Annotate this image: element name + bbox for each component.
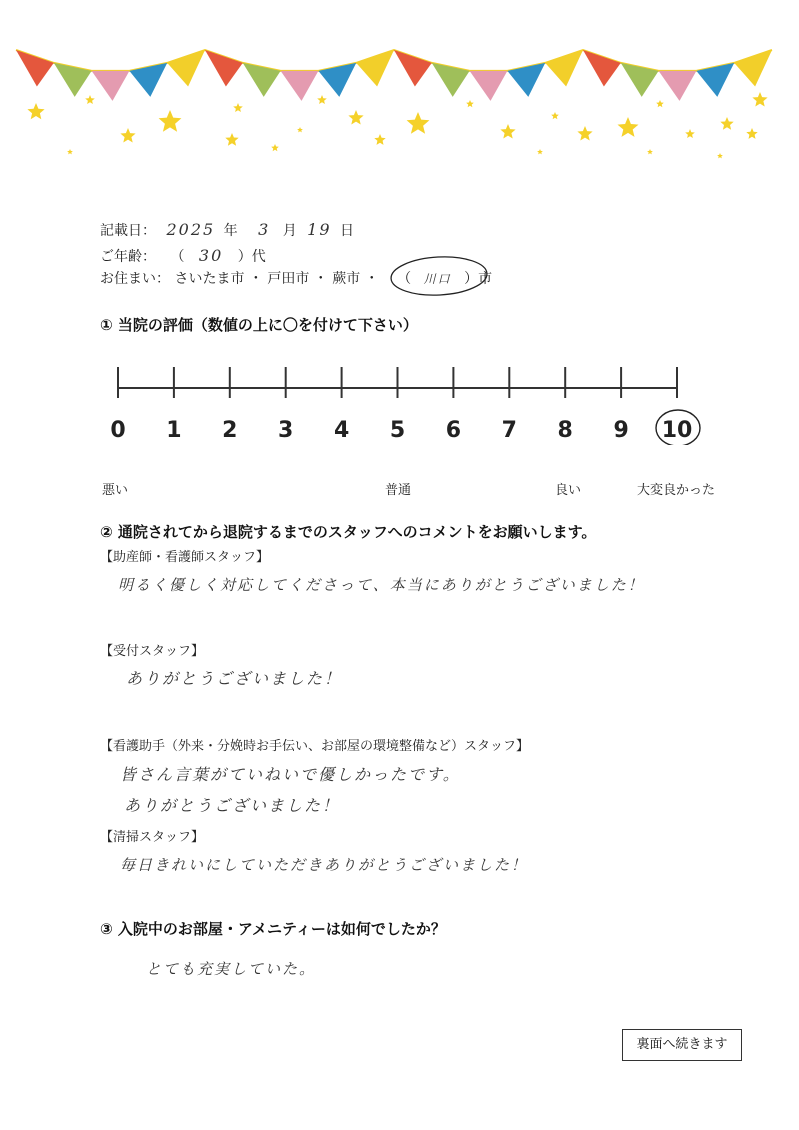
scale-label-good: 良い [555,483,582,498]
reception-staff-header: 【受付スタッフ】 [100,644,205,659]
age-close: ）代 [237,249,266,265]
rating-scale-number[interactable]: 9 [613,418,629,443]
reception-staff-comment: ありがとうございました！ [126,669,343,688]
star-icon [297,127,303,132]
star-icon [537,149,543,154]
residence-open: （ [397,271,412,287]
star-icon [720,117,733,130]
assistant-staff-comment-line1: 皆さん言葉がていねいで優しかったです。 [120,765,461,784]
rating-scale-number[interactable]: 1 [166,418,182,443]
pennant-flag [54,63,92,97]
date-year-unit: 年 [223,223,238,239]
rating-scale-ticks [118,367,677,398]
star-icon [618,117,639,137]
rating-scale-number[interactable]: 0 [110,418,126,443]
scale-label-bad: 悪い [102,483,129,498]
star-icon [500,124,515,139]
date-month-value: 3 [258,220,271,239]
star-icon [656,100,664,107]
midwife-staff-comment: 明るく優しく対応してくださって、本当にありがとうございました！ [118,576,645,594]
star-icon [27,103,44,119]
rating-scale-number[interactable]: 2 [222,418,238,443]
star-icon [159,110,182,132]
pennant-flag [470,71,508,101]
date-month-unit: 月 [282,223,297,239]
star-icon [551,112,559,119]
star-icon [466,100,474,107]
pennant-garland [16,50,772,101]
star-icon [374,134,385,145]
pennant-flag [318,63,356,97]
star-icon [225,133,238,146]
star-icon [577,126,592,141]
pennant-flag [129,63,167,97]
rating-scale-number[interactable]: 3 [278,418,294,443]
bunting-banner [0,0,799,170]
star-icon [67,149,73,154]
residence-options: さいたま市 ・ 戸田市 ・ 蕨市 ・ [174,271,379,287]
date-year-value: 2025 [166,220,216,239]
residence-close: ）市 [464,271,493,287]
section1-title: ① 当院の評価（数値の上に〇を付けて下さい） [100,316,418,334]
date-field [100,220,354,240]
residence-circle-mark [386,252,492,300]
rating-scale-number[interactable]: 10 [661,418,693,443]
pennant-flag [92,71,130,101]
scale-label-normal: 普通 [385,483,412,498]
section3-title: ③ 入院中のお部屋・アメニティーは如何でしたか？ [100,920,446,938]
star-icon [271,144,279,151]
pennant-flag [432,63,470,97]
residence-value: 川口 [423,272,452,286]
star-icon [685,129,695,138]
star-icon [317,95,327,104]
assistant-staff-header: 【看護助手（外来・分娩時お手伝い、お部屋の環境整備など）スタッフ】 [100,739,530,754]
star-icon [85,95,95,104]
age-label: ご年齢： [100,249,156,265]
cleaning-staff-comment: 毎日きれいにしていただきありがとうございました！ [120,856,529,874]
date-label: 記載日： [100,223,156,239]
star-decorations [27,92,767,158]
residence-label: お住まい： [100,271,170,287]
pennant-flag [507,63,545,97]
cleaning-staff-header: 【清掃スタッフ】 [100,830,205,845]
age-value: 30 [198,246,224,265]
date-day-unit: 日 [339,223,354,239]
star-icon [752,92,767,107]
rating-scale-number[interactable]: 4 [333,418,350,443]
star-icon [348,110,363,125]
age-open: （ [170,249,185,265]
pennant-flag [696,63,734,97]
age-field [100,246,266,266]
pennant-flag [621,63,659,97]
rating-scale-number[interactable]: 8 [557,418,573,443]
star-icon [717,153,723,158]
rating-scale-number[interactable]: 7 [501,418,517,443]
section2-title: ② 通院されてから退院するまでのスタッフへのコメントをお願いします。 [100,523,597,541]
midwife-staff-header: 【助産師・看護師スタッフ】 [100,550,270,565]
bunting-string [16,50,772,71]
star-icon [746,128,757,139]
rating-scale-number[interactable]: 5 [389,418,406,443]
assistant-staff-comment-line2: ありがとうございました！ [124,796,341,815]
continue-on-back-note: 裏面へ続きます [622,1029,742,1061]
pennant-flag [243,63,281,97]
rating-scale-number[interactable]: 6 [445,418,462,443]
pennant-flag [281,71,319,101]
star-icon [407,112,430,134]
section3-comment: とても充実していた。 [146,960,317,978]
star-icon [233,103,243,112]
rating-scale-numbers [110,410,700,445]
pennant-flag [659,71,697,101]
star-icon [647,149,653,154]
date-day-value: 19 [307,220,332,239]
rating-scale [90,355,730,445]
scale-label-great: 大変良かった [637,483,716,498]
star-icon [120,128,135,143]
